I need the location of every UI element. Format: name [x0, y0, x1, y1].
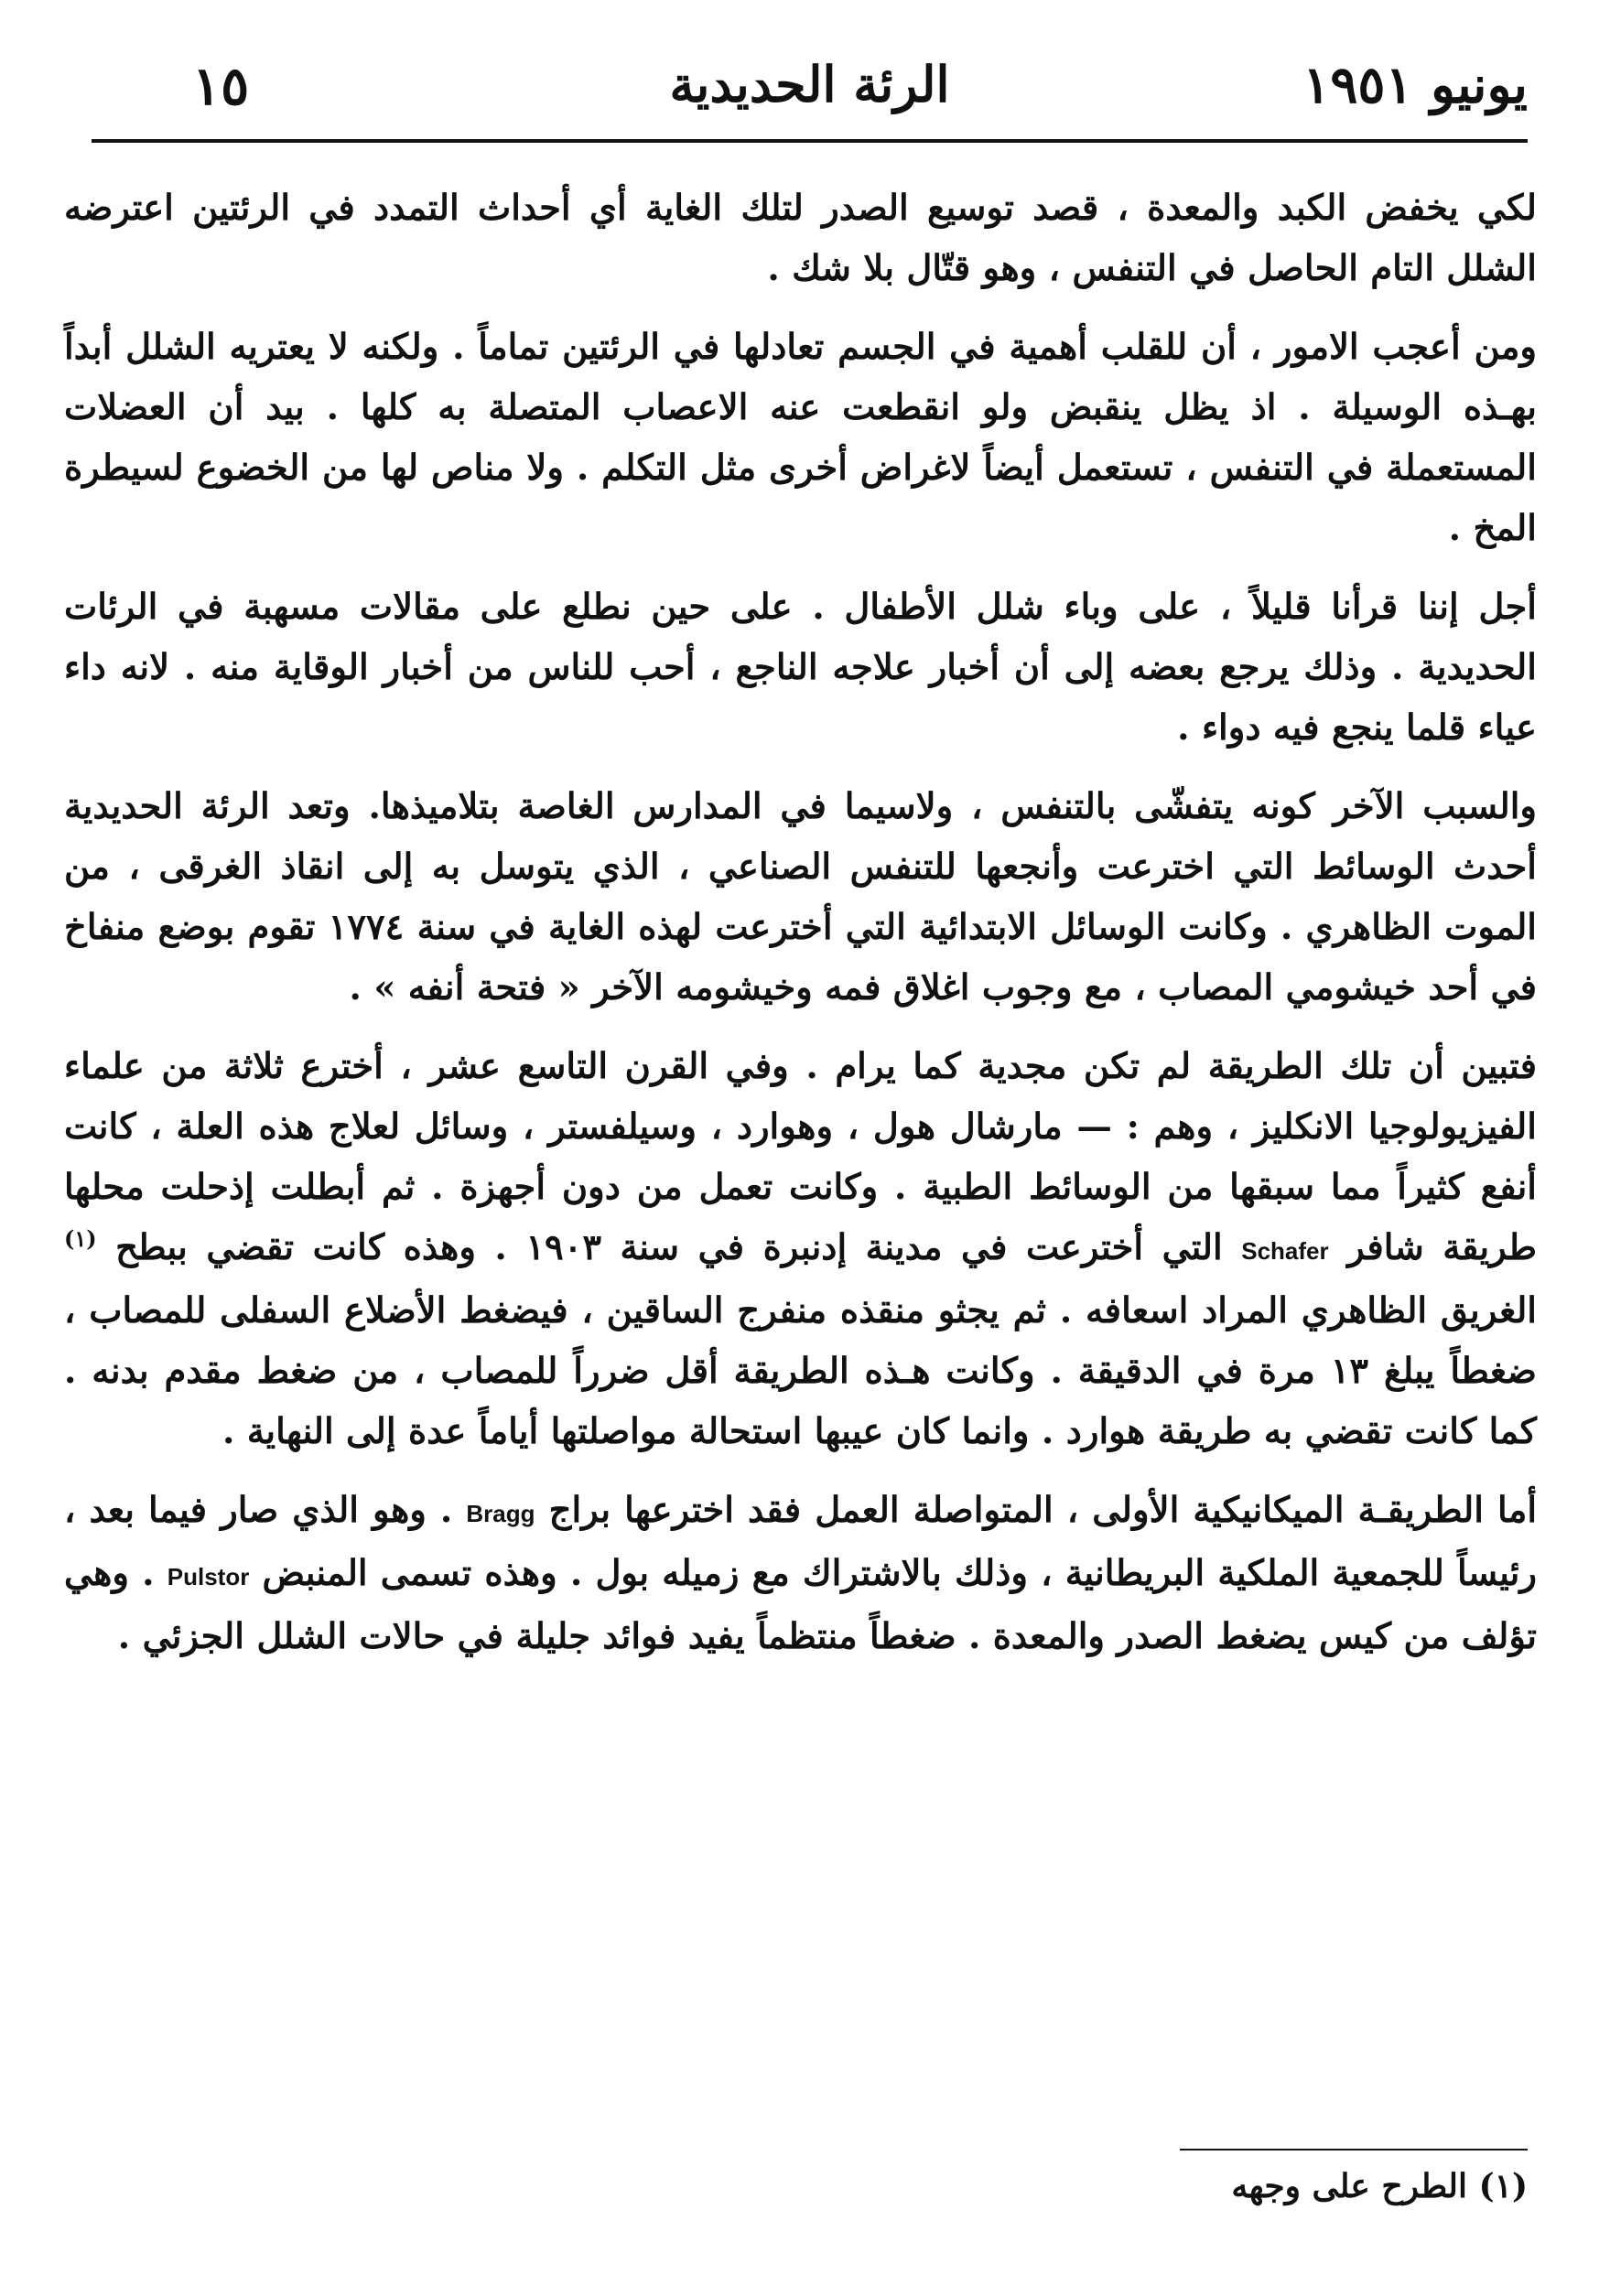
paragraph-3: أجل إننا قرأنا قليلاً ، على وباء شلل الأطفال . على حين نطلع على مقالات مسهبة في الرئات الحديدية . وذلك يرجع بعضه إلى أن أخبار علاجه الناجع ، أحب للناس من أخبار الوقاية منه . لانه داء عياء قلما ينجع فيه دواء . — [64, 587, 1537, 749]
latin-term-bragg: Bragg — [466, 1500, 535, 1527]
header-divider — [92, 139, 1528, 143]
paragraph-4: والسبب الآخر كونه يتفشّى بالتنفس ، ولاسيما في المدارس الغاصة بتلاميذها. وتعد الرئة الحديدية أحدث الوسائط التي اخترعت وأنجعها للتنفس الصناعي ، الذي يتوسل به إلى انقاذ الغرقى ، من الموت الظاهري . وكانت الوسائل الابتدائية التي أخترعت لهذه الغاية في سنة ١٧٧٤ تقوم بوضع منفاخ في أحد خيشومي المصاب ، مع وجوب اغلاق فمه وخيشومه الآخر « فتحة أنفه » . — [64, 786, 1537, 1008]
page-number: ١٥ — [192, 55, 250, 117]
paragraph-6-part-2: . وهو الذي صار فيما بعد ، رئيساً للجمعية الملكية البريطانية ، وذلك بالاشتراك مع زميله بول . وهذه تسمى المنبض — [64, 1490, 1537, 1594]
paragraph-5-part-1: فتبين أن تلك الطريقة لم تكن مجدية كما يرام . وفي القرن التاسع عشر ، أخترع ثلاثة من علماء الفيزيولوجيا الانكليز ، وهم : — مارشال هول ، وهوارد ، وسيلفستر ، وسائل لعلاج هذه العلة ، كانت أنفع كثيراً مما سبقها من الوسائط الطبية . وكانت تعمل من دون أجهزة . ثم أبطلت إذحلت محلها طريقة شافر — [64, 1046, 1538, 1268]
paragraph-6-part-1: أما الطريقـة الميكانيكية الأولى ، المتواصلة العمل فقد اخترعها براج — [548, 1490, 1538, 1531]
paragraph-1: لكي يخفض الكبد والمعدة ، قصد توسيع الصدر لتلك الغاية أي أحداث التمدد في الرئتين اعترضه الشلل التام الحاصل في التنفس ، وهو قتّال بلا شك . — [64, 188, 1537, 289]
paragraph-5-part-3: الغريق الظاهري المراد اسعافه . ثم يجثو منقذه منفرج الساقين ، فيضغط الأضلاع السفلى للمصاب ، ضغطاً يبلغ ١٣ مرة في الدقيقة . وكانت هـذه الطريقة أقل ضرراً للمصاب ، من ضغط مقدم بدنه . كما كانت تقضي به طريقة هوارد . وانما كان عيبها استحالة مواصلتها أياماً عدة إلى النهاية . — [64, 1290, 1537, 1452]
paragraph-6 — [64, 1481, 1537, 1667]
paragraph-5 — [64, 1037, 1537, 1462]
header-title: الرئة الحديدية — [669, 55, 950, 113]
latin-term-pulstor: Pulstor — [167, 1563, 250, 1590]
article-body — [64, 178, 1537, 1686]
paragraph-6-part-3: . وهي تؤلف من كيس يضغط الصدر والمعدة . ضغطاً منتظماً يفيد فوائد جليلة في حالات الشلل الجزئي . — [64, 1553, 1537, 1657]
footnote-divider — [1180, 2149, 1528, 2150]
paragraph-2: ومن أعجب الامور ، أن للقلب أهمية في الجسم تعادلها في الرئتين تماماً . ولكنه لا يعتريه الشلل أبداً بهـذه الوسيلة . اذ يظل ينقبض ولو انقطعت عنه الاعصاب المتصلة به كلها . بيد أن العضلات المستعملة في التنفس ، تستعمل أيضاً لاغراض أخرى مثل التكلم . ولا مناص لها من الخضوع لسيطرة المخ . — [64, 327, 1537, 549]
paragraph-5-part-2: التي أخترعت في مدينة إدنبرة في سنة ١٩٠٣ . وهذه كانت تقضي ببطح — [115, 1227, 1223, 1268]
latin-term-schafer: Schafer — [1241, 1237, 1329, 1265]
header-date: يونيو ١٩٥١ — [1302, 55, 1528, 115]
footnote: (١) الطرح على وجهه — [1231, 2167, 1528, 2205]
footnote-marker: (١) — [64, 1225, 97, 1253]
page-header — [92, 55, 1528, 128]
